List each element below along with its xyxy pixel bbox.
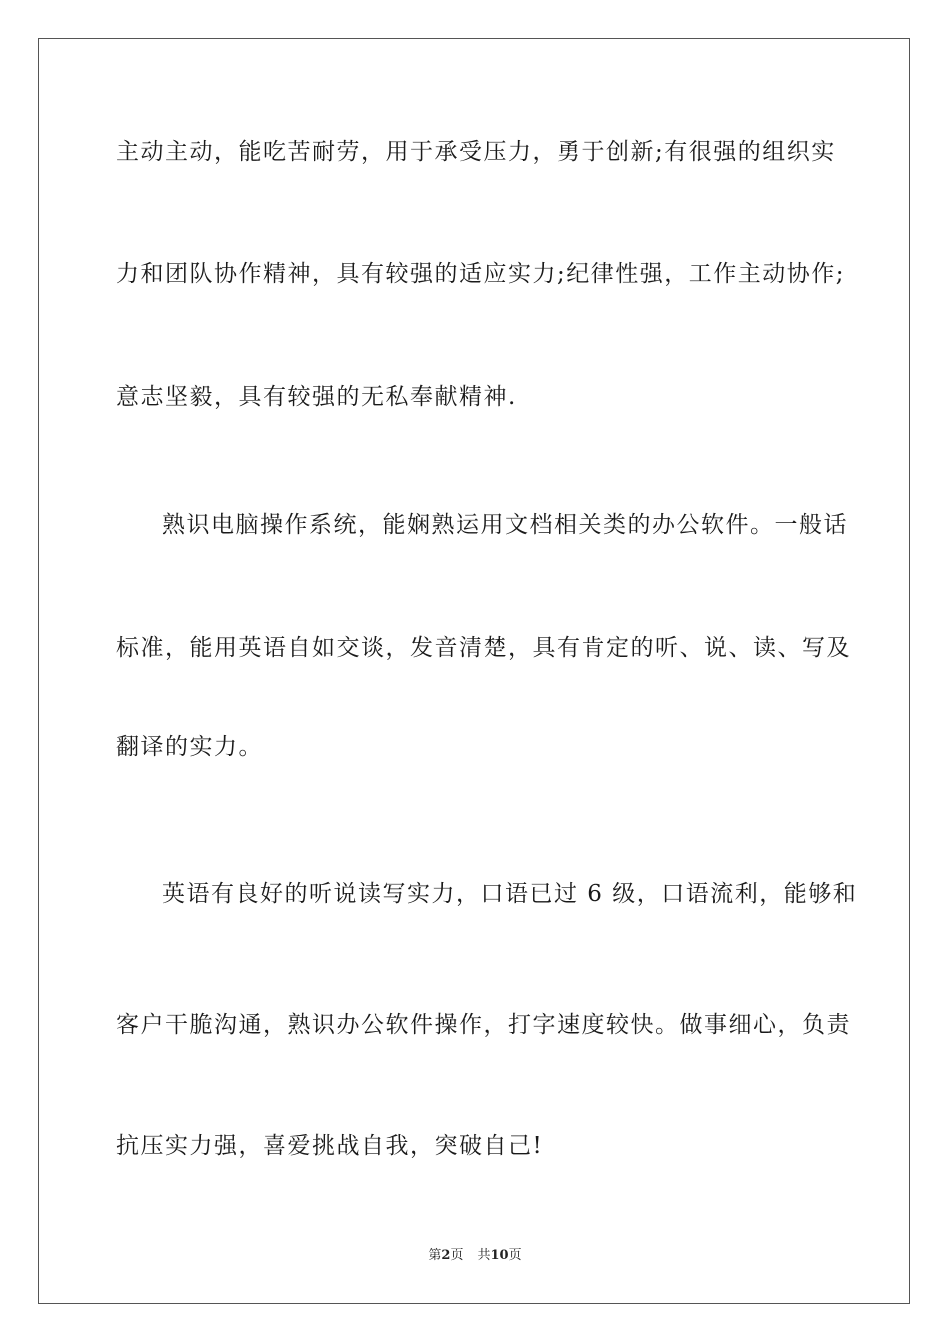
text-line: 力和团队协作精神，具有较强的适应实力;纪律性强，工作主动协作; [116,261,845,287]
total-suffix: 页 [508,1248,522,1263]
text-line: 主动主动，能吃苦耐劳，用于承受压力，勇于创新;有很强的组织实 [116,139,836,165]
text-line: 标准，能用英语自如交谈，发音清楚，具有肯定的听、说、读、写及 [116,635,851,661]
page-footer [0,1247,950,1265]
page-prefix: 第 [428,1248,442,1263]
text-line: 抗压实力强，喜爱挑战自我，突破自己! [116,1133,544,1159]
total-page-count: 10 [490,1248,509,1263]
text-line: 熟识电脑操作系统，能娴熟运用文档相关类的办公软件。一般话 [162,512,848,538]
current-page-number: 2 [441,1248,451,1263]
text-line: 客户干脆沟通，熟识办公软件操作，打字速度较快。做事细心，负责 [116,1012,851,1038]
text-line: 意志坚毅，具有较强的无私奉献精神. [116,384,517,410]
total-prefix: 共 [477,1248,491,1263]
page-suffix: 页 [450,1248,464,1263]
text-line: 翻译的实力。 [116,734,263,760]
page-border [38,38,910,1304]
text-line: 英语有良好的听说读写实力，口语已过 6 级，口语流利，能够和 [162,881,858,907]
